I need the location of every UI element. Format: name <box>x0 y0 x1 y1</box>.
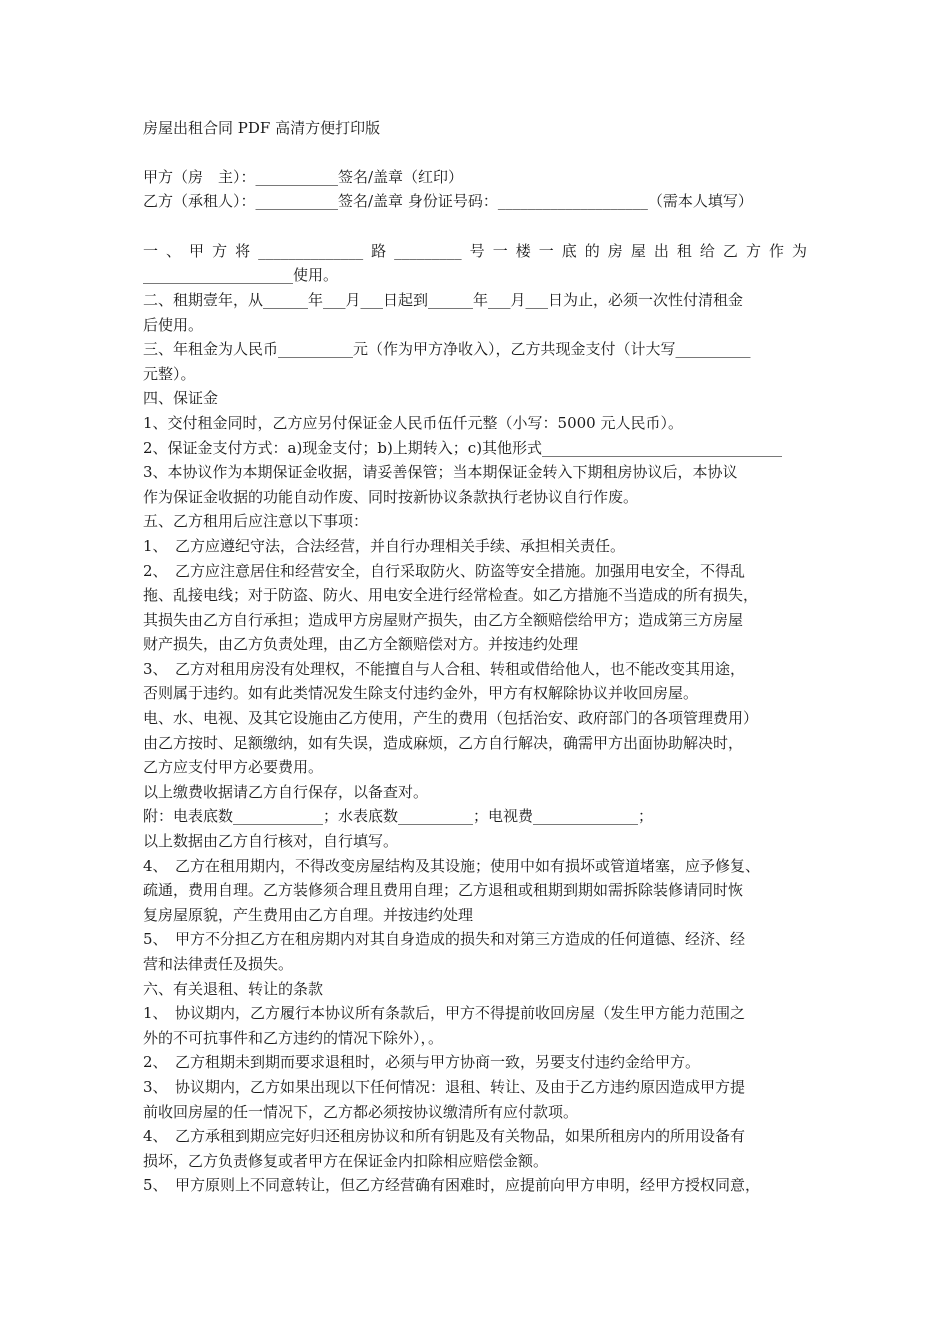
clause-line: 电、水、电视、及其它设施由乙方使用，产生的费用（包括治安、政府部门的各项管理费用） <box>143 709 759 728</box>
clause-line: 二、租期壹年，从______年___月___日起到______年___月___日为止，必须一次性付清租金 <box>143 290 744 309</box>
clause-line: 一、甲方将______________路_________号一楼一底的房屋出租给乙方作为 <box>143 241 807 260</box>
clause-line: 3、本协议作为本期保证金收据，请妥善保管；当本期保证金转入下期租房协议后，本协议 <box>143 463 738 482</box>
clause-line: 2、 乙方应注意居住和经营安全，自行采取防火、防盗等安全措施。加强用电安全，不得乱 <box>143 561 746 580</box>
section-heading: 四、保证金 <box>143 389 219 408</box>
clause-line: 复房屋原貌，产生费用由乙方自理。并按违约处理 <box>143 905 474 924</box>
party-b-line: 乙方（承租人）：___________签名/盖章 身份证号码：____________________（需本人填写） <box>143 192 753 211</box>
clause-line: 以上数据由乙方自行核对，自行填写。 <box>143 832 399 851</box>
clause-line: 否则属于违约。如有此类情况发生除支付违约金外，甲方有权解除协议并收回房屋。 <box>143 684 699 703</box>
clause-line: 2、保证金支付方式：a)现金支付；b)上期转入；c)其他形式________________________________ <box>143 438 783 457</box>
section-heading: 六、有关退租、转让的条款 <box>143 979 324 998</box>
clause-line: 前收回房屋的任一情况下，乙方都必须按协议缴清所有应付款项。 <box>143 1102 579 1121</box>
clause-line: 1、交付租金同时，乙方应另付保证金人民币伍仟元整（小写：5000 元人民币）。 <box>143 413 683 432</box>
clause-line: 外的不可抗事件和乙方违约的情况下除外），。 <box>143 1028 444 1047</box>
clause-line: 3、 协议期内，乙方如果出现以下任何情况：退租、转让、及由于乙方违约原因造成甲方提 <box>143 1077 746 1096</box>
clause-line: ____________________使用。 <box>143 266 339 285</box>
clause-line: 4、 乙方在租用期内，不得改变房屋结构及其设施；使用中如有损坏或管道堵塞，应予修复、 <box>143 856 761 875</box>
clause-line: 乙方应支付甲方必要费用。 <box>143 758 324 777</box>
clause-line: 营和法律责任及损失。 <box>143 955 294 973</box>
clause-line: 三、年租金为人民币__________元（作为甲方净收入），乙方共现金支付（计大写__________ <box>143 340 751 359</box>
clause-line: 由乙方按时、足额缴纳，如有失误，造成麻烦，乙方自行解决，确需甲方出面协助解决时， <box>143 733 744 752</box>
document-title: 房屋出租合同 PDF 高清方便打印版 <box>143 119 381 137</box>
clause-line: 以上缴费收据请乙方自行保存，以备查对。 <box>143 782 429 801</box>
clause-line: 其损失由乙方自行承担；造成甲方房屋财产损失，由乙方全额赔偿给甲方；造成第三方房屋 <box>143 610 744 629</box>
clause-line: 5、 甲方不分担乙方在租房期内对其自身造成的损失和对第三方造成的任何道德、经济、经 <box>143 930 746 949</box>
clause-line: 4、 乙方承租到期应完好归还租房协议和所有钥匙及有关物品，如果所租房内的所用设备有 <box>143 1127 746 1146</box>
clause-line: 5、 甲方原则上不同意转让，但乙方经营确有困难时，应提前向甲方申明，经甲方授权同意， <box>143 1176 761 1195</box>
clause-line: 2、 乙方租期未到期而要求退租时，必须与甲方协商一致，另要支付违约金给甲方。 <box>143 1053 701 1072</box>
clause-line: 3、 乙方对租用房没有处理权，不能擅自与人合租、转租或借给他人，也不能改变其用途， <box>143 659 746 678</box>
clause-line: 损坏，乙方负责修复或者甲方在保证金内扣除相应赔偿金额。 <box>143 1151 549 1170</box>
meter-readings-line: 附：电表底数____________；水表底数__________；电视费______________； <box>143 807 654 826</box>
clause-line: 拖、乱接电线；对于防盗、防火、用电安全进行经常检查。如乙方措施不当造成的所有损失， <box>143 586 759 605</box>
clause-line: 作为保证金收据的功能自动作废、同时按新协议条款执行老协议自行作废。 <box>143 487 639 506</box>
contract-page <box>143 116 807 1198</box>
clause-line: 后使用。 <box>143 315 204 334</box>
party-a-line: 甲方（房 主）：___________签名/盖章（红印） <box>143 167 464 186</box>
clause-line: 1、 乙方应遵纪守法，合法经营，并自行办理相关手续、承担相关责任。 <box>143 536 626 555</box>
clause-line: 元整）。 <box>143 364 196 383</box>
clause-line: 财产损失，由乙方负责处理，由乙方全额赔偿对方。并按违约处理 <box>143 635 579 654</box>
section-heading: 五、乙方租用后应注意以下事项： <box>143 512 369 531</box>
clause-line: 疏通，费用自理。乙方装修须合理且费用自理；乙方退租或租期到期如需拆除装修请同时恢 <box>143 881 744 900</box>
spacer <box>143 214 807 239</box>
clause-line: 1、 协议期内，乙方履行本协议所有条款后，甲方不得提前收回房屋（发生甲方能力范围之 <box>143 1004 746 1023</box>
